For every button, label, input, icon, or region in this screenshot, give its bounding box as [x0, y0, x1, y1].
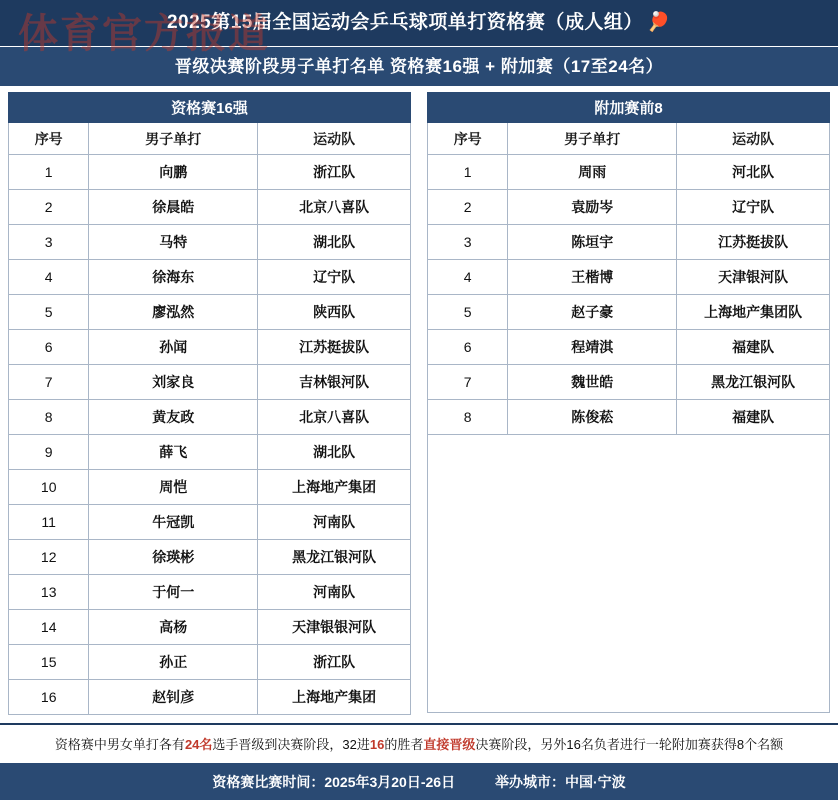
cell-index: 13	[9, 575, 89, 610]
cell-index: 16	[9, 680, 89, 715]
header-banner	[0, 0, 838, 46]
cell-player: 徐海东	[89, 260, 258, 295]
table-row	[9, 400, 411, 435]
cell-index: 8	[428, 400, 508, 435]
cell-index: 14	[9, 610, 89, 645]
cell-team: 浙江队	[258, 155, 411, 190]
footer-time: 资格赛比赛时间：2025年3月20日-26日	[212, 773, 456, 790]
cell-index: 1	[428, 155, 508, 190]
cell-team: 湖北队	[258, 225, 411, 260]
cell-team: 黑龙江银河队	[258, 540, 411, 575]
table-row	[428, 225, 830, 260]
cell-player: 周雨	[508, 155, 677, 190]
table-row	[9, 610, 411, 645]
cell-team: 吉林银河队	[258, 365, 411, 400]
table-block-playoff-8	[419, 86, 838, 715]
cell-index: 9	[9, 435, 89, 470]
cell-player: 刘家良	[89, 365, 258, 400]
cell-index: 6	[9, 330, 89, 365]
cell-player: 于何一	[89, 575, 258, 610]
cell-index: 5	[9, 295, 89, 330]
table-row	[9, 365, 411, 400]
cell-index: 6	[428, 330, 508, 365]
table-row	[428, 190, 830, 225]
cell-player: 向鹏	[89, 155, 258, 190]
cell-index: 3	[428, 225, 508, 260]
cell-index: 11	[9, 505, 89, 540]
tables-container	[0, 86, 838, 715]
cell-team: 福建队	[677, 330, 830, 365]
cell-player: 袁励岑	[508, 190, 677, 225]
cell-team: 北京八喜队	[258, 400, 411, 435]
watermark-text: 体育官方报道	[18, 11, 270, 56]
table-title-left: 资格赛16强	[9, 93, 411, 123]
ping-pong-paddle-icon: 🏓	[646, 12, 672, 33]
cell-index: 5	[428, 295, 508, 330]
table-row	[9, 435, 411, 470]
table-row	[9, 470, 411, 505]
table-row	[9, 680, 411, 715]
cell-player: 薛飞	[89, 435, 258, 470]
cell-team: 湖北队	[258, 435, 411, 470]
col-header-index-right: 序号	[428, 123, 508, 155]
cell-player: 牛冠凯	[89, 505, 258, 540]
cell-player: 赵子豪	[508, 295, 677, 330]
cell-team: 上海地产集团	[258, 680, 411, 715]
table-row	[428, 330, 830, 365]
footnote-highlight-24: 24名	[184, 737, 213, 752]
cell-index: 2	[9, 190, 89, 225]
footnote-highlight-direct: 直接晋级	[423, 737, 476, 752]
cell-team: 上海地产集团	[258, 470, 411, 505]
cell-team: 北京八喜队	[258, 190, 411, 225]
cell-player: 孙闻	[89, 330, 258, 365]
cell-player: 王楷博	[508, 260, 677, 295]
cell-index: 15	[9, 645, 89, 680]
footnote-highlight-16: 16	[369, 737, 385, 752]
table-row	[428, 400, 830, 435]
cell-player: 周恺	[89, 470, 258, 505]
table-row	[428, 295, 830, 330]
footer-bar	[0, 763, 838, 800]
table-row	[9, 155, 411, 190]
table-row	[9, 575, 411, 610]
cell-index: 4	[428, 260, 508, 295]
cell-team: 辽宁队	[258, 260, 411, 295]
cell-player: 程靖淇	[508, 330, 677, 365]
cell-team: 福建队	[677, 400, 830, 435]
cell-index: 1	[9, 155, 89, 190]
cell-index: 10	[9, 470, 89, 505]
cell-team: 浙江队	[258, 645, 411, 680]
cell-player: 徐晨皓	[89, 190, 258, 225]
table-body-left	[9, 155, 411, 715]
cell-team: 上海地产集团队	[677, 295, 830, 330]
table-row	[9, 645, 411, 680]
cell-index: 4	[9, 260, 89, 295]
col-header-player-left: 男子单打	[89, 123, 258, 155]
footnote-part2: 选手晋级到决赛阶段，32进	[212, 737, 370, 752]
table-row	[9, 505, 411, 540]
cell-team: 陕西队	[258, 295, 411, 330]
cell-index: 7	[9, 365, 89, 400]
col-header-team-left: 运动队	[258, 123, 411, 155]
cell-index: 8	[9, 400, 89, 435]
cell-player: 陈俊菘	[508, 400, 677, 435]
footer-city: 举办城市：中国·宁波	[494, 773, 626, 790]
cell-team: 河南队	[258, 575, 411, 610]
cell-player: 高杨	[89, 610, 258, 645]
footnote-part4: 决赛阶段，另外16名负者进行一轮附加赛获得8个名额	[475, 737, 784, 752]
footnote	[0, 723, 838, 763]
cell-index: 12	[9, 540, 89, 575]
col-header-team-right: 运动队	[677, 123, 830, 155]
cell-team: 江苏挺拔队	[258, 330, 411, 365]
table-playoff-8	[427, 92, 830, 435]
table-row	[9, 330, 411, 365]
cell-team: 天津银银河队	[258, 610, 411, 645]
header-subtitle: 晋级决赛阶段男子单打名单 资格赛16强 + 附加赛（17至24名）	[0, 46, 838, 86]
cell-team: 江苏挺拔队	[677, 225, 830, 260]
cell-player: 赵钊彦	[89, 680, 258, 715]
table-row	[428, 260, 830, 295]
table-row	[9, 295, 411, 330]
col-header-player-right: 男子单打	[508, 123, 677, 155]
cell-player: 黄友政	[89, 400, 258, 435]
table-row	[9, 190, 411, 225]
cell-team: 辽宁队	[677, 190, 830, 225]
cell-index: 7	[428, 365, 508, 400]
col-header-index-left: 序号	[9, 123, 89, 155]
table-body-right	[428, 155, 830, 435]
cell-team: 天津银河队	[677, 260, 830, 295]
footnote-part1: 资格赛中男女单打各有	[54, 737, 185, 752]
table-qualifier-16	[8, 92, 411, 715]
cell-player: 魏世皓	[508, 365, 677, 400]
cell-player: 马特	[89, 225, 258, 260]
page-title: 2025第15届全国运动会乒乓球项单打资格赛（成人组）	[166, 12, 643, 33]
cell-index: 3	[9, 225, 89, 260]
cell-team: 河南队	[258, 505, 411, 540]
table-row	[428, 365, 830, 400]
cell-player: 陈垣宇	[508, 225, 677, 260]
cell-player: 孙正	[89, 645, 258, 680]
table-row	[9, 540, 411, 575]
table-row	[428, 155, 830, 190]
table-block-qualifier-16	[0, 86, 419, 715]
cell-player: 徐瑛彬	[89, 540, 258, 575]
table-row	[9, 225, 411, 260]
cell-index: 2	[428, 190, 508, 225]
table-empty-filler	[427, 435, 830, 713]
table-title-right: 附加赛前8	[428, 93, 830, 123]
cell-team: 黑龙江银河队	[677, 365, 830, 400]
footnote-part3: 的胜者	[384, 737, 424, 752]
cell-player: 廖泓然	[89, 295, 258, 330]
cell-team: 河北队	[677, 155, 830, 190]
table-row	[9, 260, 411, 295]
